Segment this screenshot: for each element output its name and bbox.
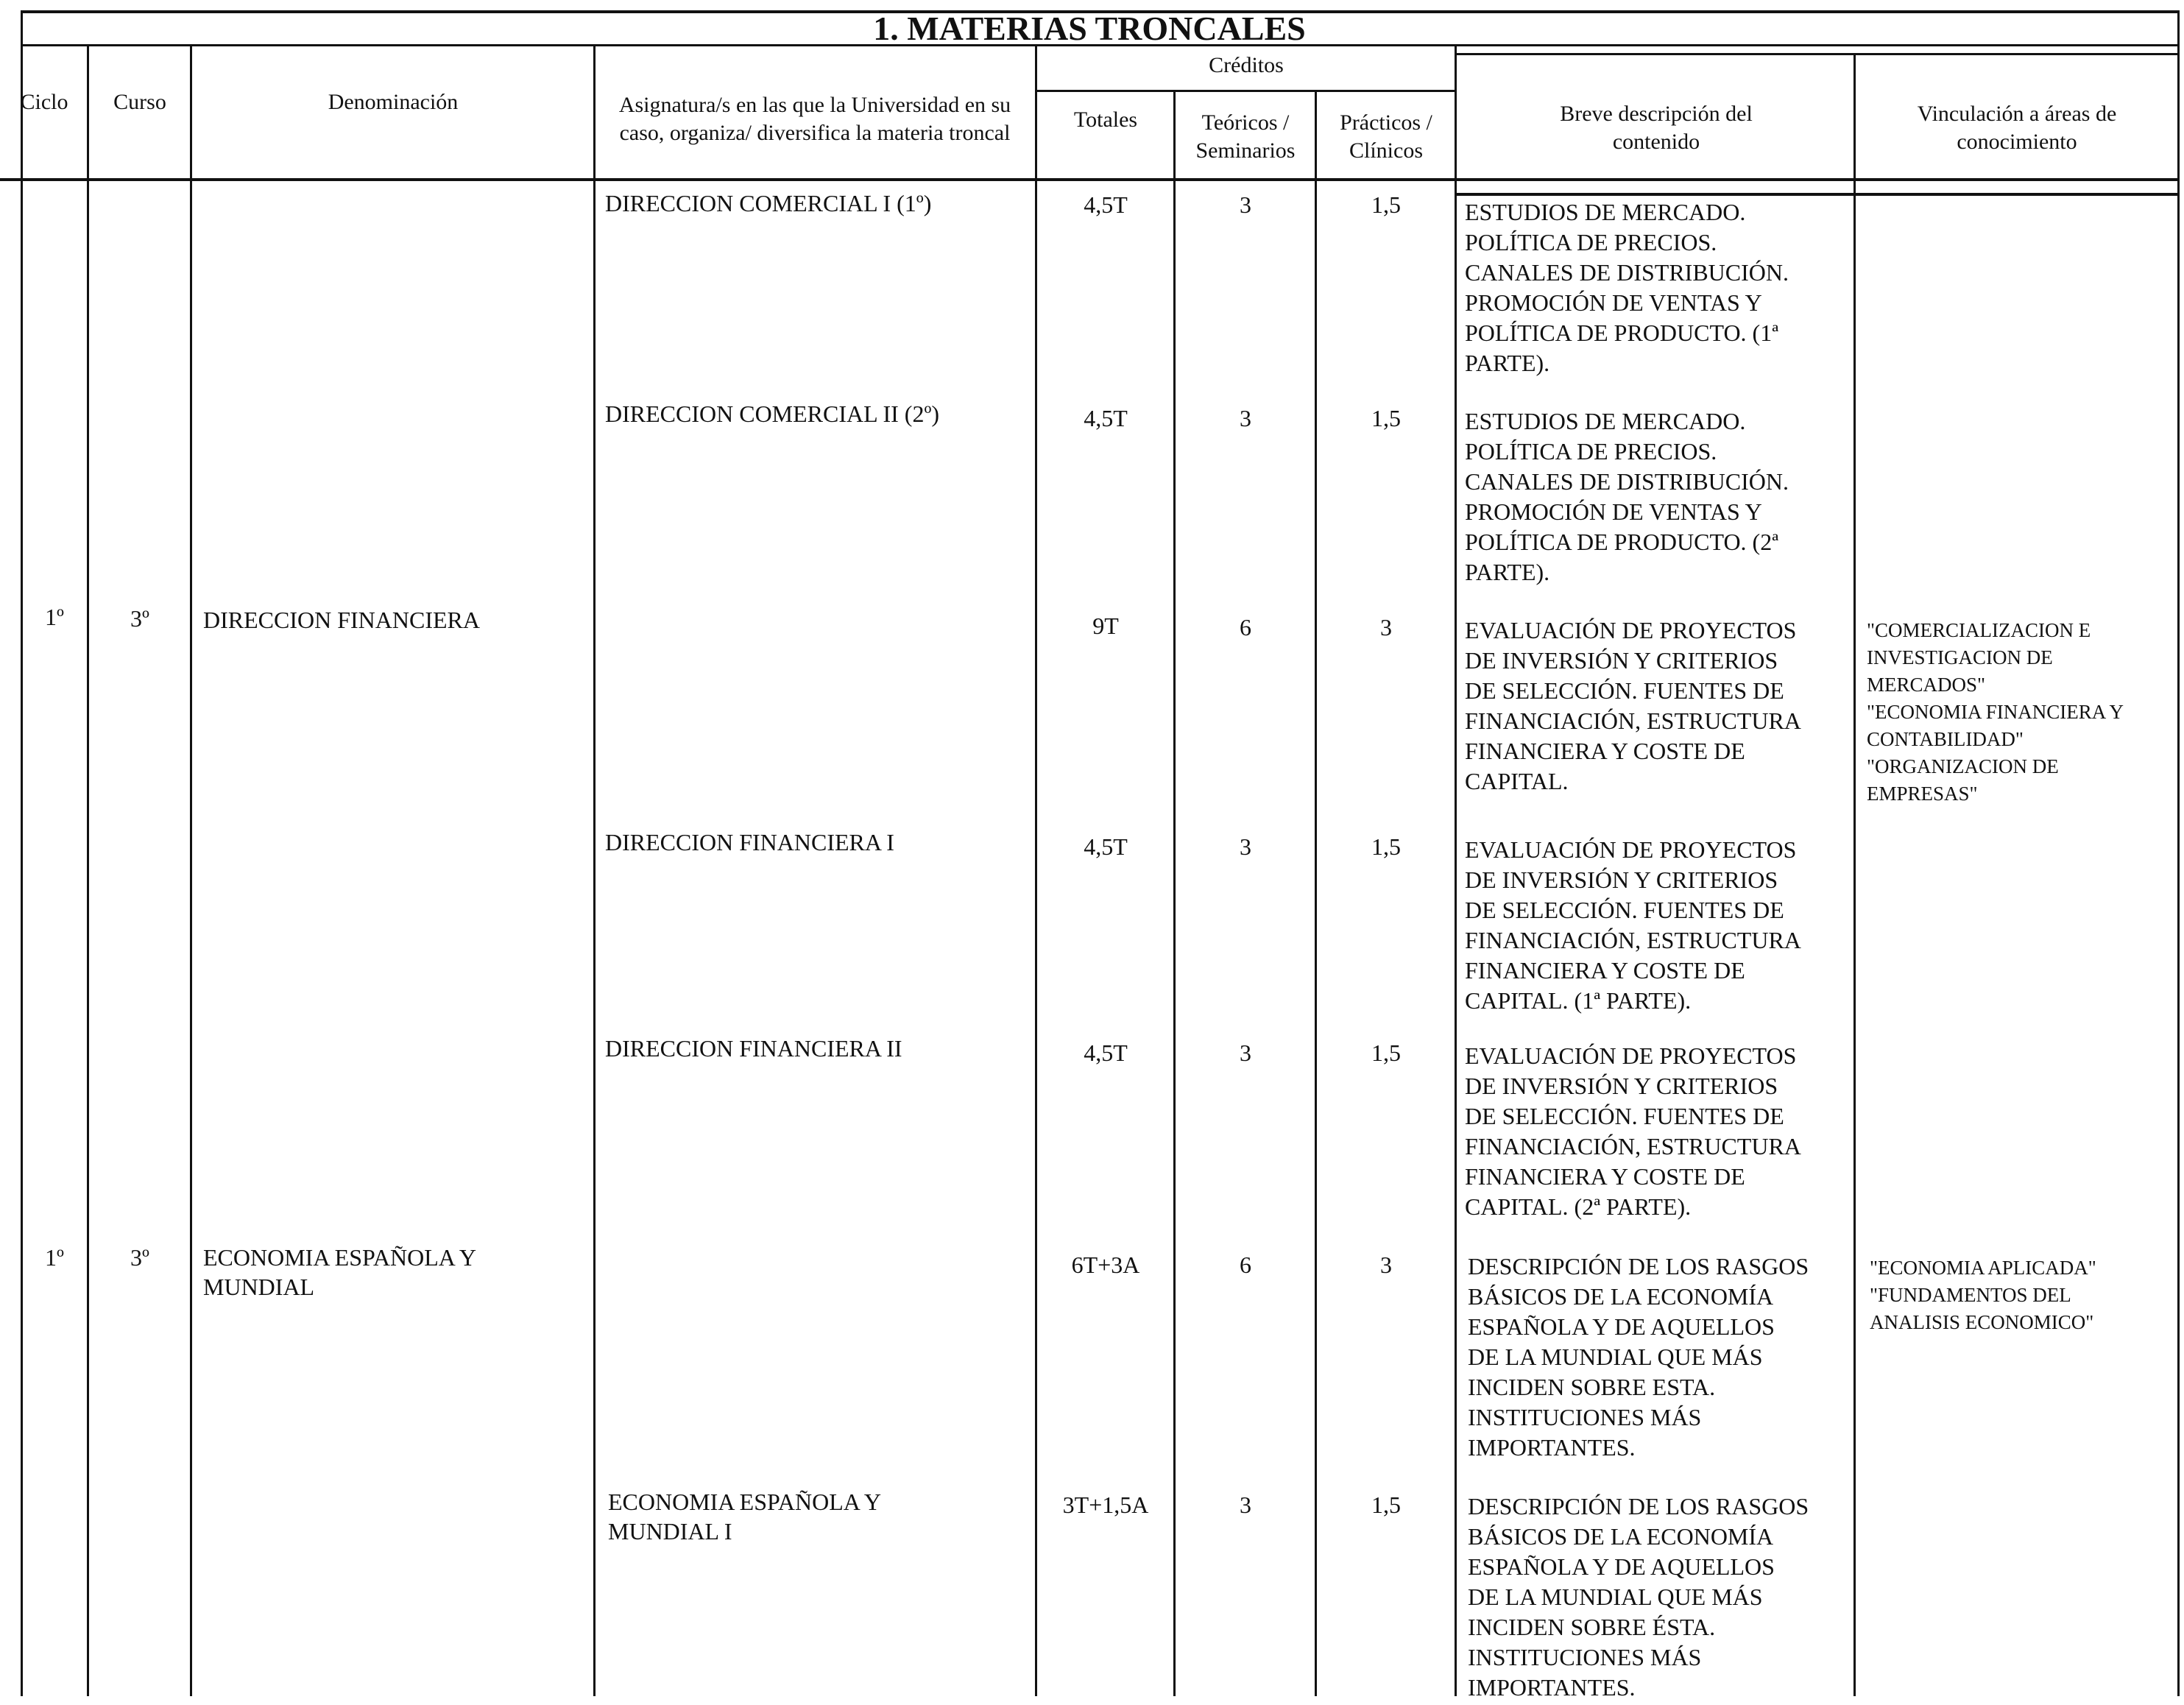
row3-totales: 4,5T [1084,833,1128,860]
row2-curso: 3º [130,605,149,632]
row3-descripcion: EVALUACIÓN DE PROYECTOS DE INVERSIÓN Y CRITERIOS DE SELECCIÓN. FUENTES DE FINANCIACIÓN, ESTRUCTURA FINANCIERA Y COSTE DE CAPITAL. (1ª PARTE). [1465,836,1801,1014]
row5-denominacion: ECONOMIA ESPAÑOLA Y MUNDIAL [203,1244,477,1300]
row4-teoricos: 3 [1240,1039,1251,1066]
col-border-ciclo [87,44,89,1696]
row2-totales: 9T [1092,613,1119,639]
row1-descripcion: ESTUDIOS DE MERCADO. POLÍTICA DE PRECIOS. CANALES DE DISTRIBUCIÓN. PROMOCIÓN DE VENTAS Y POLÍTICA DE PRODUCTO. (2ª PARTE). [1465,408,1789,585]
col-border-asignatura [1035,44,1037,1696]
row0-descripcion: ESTUDIOS DE MERCADO. POLÍTICA DE PRECIOS. CANALES DE DISTRIBUCIÓN. PROMOCIÓN DE VENTAS Y POLÍTICA DE PRODUCTO. (1ª PARTE). [1465,199,1789,376]
header-teoricos: Teóricos / Seminarios [1195,110,1296,163]
row2-teoricos: 6 [1240,614,1251,640]
row5-vinculacion: "ECONOMIA APLICADA" "FUNDAMENTOS DEL ANALISIS ECONOMICO" [1870,1257,2096,1333]
col-border-creditos [1455,44,1457,1696]
row2-practicos: 3 [1380,614,1392,640]
row3-practicos: 1,5 [1371,833,1401,860]
row6-totales: 3T+1,5A [1062,1492,1149,1518]
header-practicos: Prácticos / Clínicos [1340,110,1432,163]
row5-practicos: 3 [1380,1252,1392,1278]
row1-practicos: 1,5 [1371,405,1401,431]
right-header-top-line [1456,53,2179,55]
row4-descripcion: EVALUACIÓN DE PROYECTOS DE INVERSIÓN Y CRITERIOS DE SELECCIÓN. FUENTES DE FINANCIACIÓN, ESTRUCTURA FINANCIERA Y COSTE DE CAPITAL. (2ª PARTE). [1465,1042,1801,1220]
row3-teoricos: 3 [1240,833,1251,860]
header-curso: Curso [113,90,166,114]
row0-practicos: 1,5 [1371,191,1401,218]
row4-totales: 4,5T [1084,1039,1128,1066]
row3-asignatura: DIRECCION FINANCIERA I [605,829,894,855]
row5-curso: 3º [130,1244,149,1271]
row0-asignatura: DIRECCION COMERCIAL I (1º) [605,190,932,216]
row5-descripcion: DESCRIPCIÓN DE LOS RASGOS BÁSICOS DE LA ECONOMÍA ESPAÑOLA Y DE AQUELLOS DE LA MUNDIAL QUE MÁS INCIDEN SOBRE ESTA. INSTITUCIONES MÁS IMPORTANTES. [1468,1253,1809,1461]
header-totales: Totales [1073,107,1138,132]
right-header-bottom-line [1456,193,2179,196]
row6-descripcion: DESCRIPCIÓN DE LOS RASGOS BÁSICOS DE LA ECONOMÍA ESPAÑOLA Y DE AQUELLOS DE LA MUNDIAL QUE MÁS INCIDEN SOBRE ÉSTA. INSTITUCIONES MÁS IMPORTANTES. [1468,1493,1809,1701]
row0-teoricos: 3 [1240,191,1251,218]
row5-ciclo: 1º [45,1244,64,1271]
header-vinculacion: Vinculación a áreas de conocimiento [1917,102,2117,154]
col-border-curso [190,44,192,1696]
col-border-left [21,10,23,1696]
row2-denominacion: DIRECCION FINANCIERA [203,607,480,633]
row4-asignatura: DIRECCION FINANCIERA II [605,1035,902,1062]
col-border-descripcion [1853,53,1856,1696]
row2-descripcion: EVALUACIÓN DE PROYECTOS DE INVERSIÓN Y CRITERIOS DE SELECCIÓN. FUENTES DE FINANCIACIÓN, ESTRUCTURA FINANCIERA Y COSTE DE CAPITAL. [1465,617,1801,794]
row6-practicos: 1,5 [1371,1492,1401,1518]
row1-asignatura: DIRECCION COMERCIAL II (2º) [605,400,940,427]
col-border-right [2177,10,2180,1696]
header-bottom-border [0,178,2179,181]
row2-ciclo: 1º [45,604,64,630]
row5-totales: 6T+3A [1071,1252,1140,1278]
col-border-totales [1173,90,1176,1696]
header-ciclo: Ciclo [20,90,68,114]
col-border-denominacion [593,44,596,1696]
row1-teoricos: 3 [1240,405,1251,431]
creditos-subheader-line [1036,90,1456,92]
row6-asignatura: ECONOMIA ESPAÑOLA Y MUNDIAL I [608,1489,882,1545]
header-denominacion: Denominación [328,90,459,114]
header-creditos: Créditos [1209,53,1284,77]
row4-practicos: 1,5 [1371,1039,1401,1066]
row0-totales: 4,5T [1084,191,1128,218]
row1-totales: 4,5T [1084,405,1128,431]
header-asignaturas: Asignatura/s en las que la Universidad en su caso, organiza/ diversifica la materia troncal [618,93,1011,145]
header-descripcion: Breve descripción del contenido [1560,102,1753,154]
row5-teoricos: 6 [1240,1252,1251,1278]
table-title: 1. MATERIAS TRONCALES [873,10,1306,47]
col-border-teoricos [1315,90,1317,1696]
row2-vinculacion: "COMERCIALIZACION E INVESTIGACION DE MERCADOS" "ECONOMIA FINANCIERA Y CONTABILIDAD" "ORGANIZACION DE EMPRESAS" [1867,619,2124,805]
row6-teoricos: 3 [1240,1492,1251,1518]
